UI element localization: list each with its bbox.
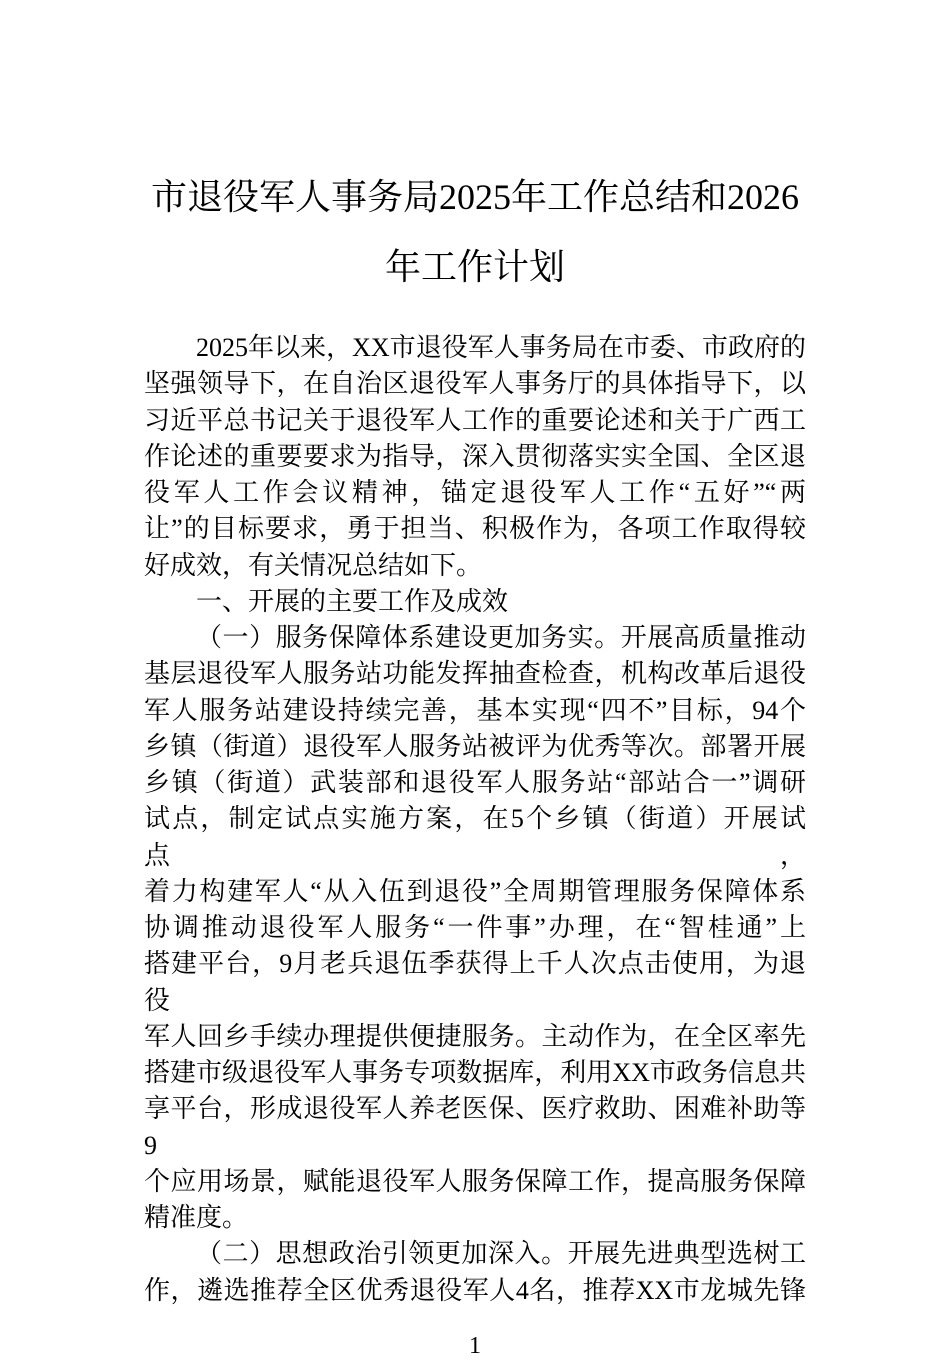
text-line: 搭建平台，9月老兵退伍季获得上千人次点击使用，为退役 — [144, 949, 806, 1015]
text-line: 乡镇（街道）武装部和退役军人服务站“部站合一”调研 — [144, 768, 806, 797]
text-line: 基层退役军人服务站功能发挥抽查检查，机构改革后退役 — [144, 659, 806, 689]
text-line: （二）思想政治引领更加深入。开展先进典型选树工 — [196, 1239, 806, 1269]
text-line: 享平台，形成退役军人养老医保、医疗救助、困难补助等9 — [144, 1094, 806, 1160]
document-title-line-2: 年工作计划 — [384, 247, 565, 287]
text-line: 着力构建军人“从入伍到退役”全周期管理服务保障体系 — [144, 876, 806, 906]
text-line: 2025年以来，XX市退役军人事务局在市委、市政府的 — [196, 333, 806, 362]
document-body — [144, 330, 806, 1309]
text-line: 搭建市级退役军人事务专项数据库，利用XX市政务信息共 — [144, 1058, 806, 1087]
page-number: 1 — [469, 1332, 481, 1359]
text-line: 乡镇（街道）退役军人服务站被评为优秀等次。部署开展 — [144, 731, 806, 761]
text-line: 习近平总书记关于退役军人工作的重要论述和关于广西工 — [144, 405, 806, 435]
text-line: 协调推动退役军人服务“一件事”办理，在“智桂通”上 — [144, 913, 806, 942]
text-line: 好成效，有关情况总结如下。 — [144, 550, 483, 580]
text-line: （一）服务保障体系建设更加务实。开展高质量推动 — [196, 623, 806, 652]
text-line: 作论述的重要要求为指导，深入贯彻落实实全国、全区退 — [144, 441, 806, 471]
text-line: 军人回乡手续办理提供便捷服务。主动作为，在全区率先 — [144, 1021, 806, 1051]
text-line: 一、开展的主要工作及成效 — [196, 586, 509, 616]
text-line: 精准度。 — [144, 1203, 249, 1232]
text-line: 试点，制定试点实施方案，在5个乡镇（街道）开展试点， — [144, 804, 806, 870]
text-line: 军人服务站建设持续完善，基本实现“四不”目标，94个 — [144, 695, 806, 725]
document-title-line-1: 市退役军人事务局2025年工作总结和2026 — [150, 177, 799, 217]
text-line: 作，遴选推荐全区优秀退役军人4名，推荐XX市龙城先锋 — [144, 1275, 806, 1305]
text-line: 让”的目标要求，勇于担当、积极作为，各项工作取得较 — [144, 514, 806, 544]
text-line: 坚强领导下，在自治区退役军人事务厅的具体指导下，以 — [144, 369, 806, 399]
text-line: 个应用场景，赋能退役军人服务保障工作，提高服务保障 — [144, 1166, 806, 1196]
text-line: 役军人工作会议精神，锚定退役军人工作“五好”“两 — [144, 478, 806, 507]
